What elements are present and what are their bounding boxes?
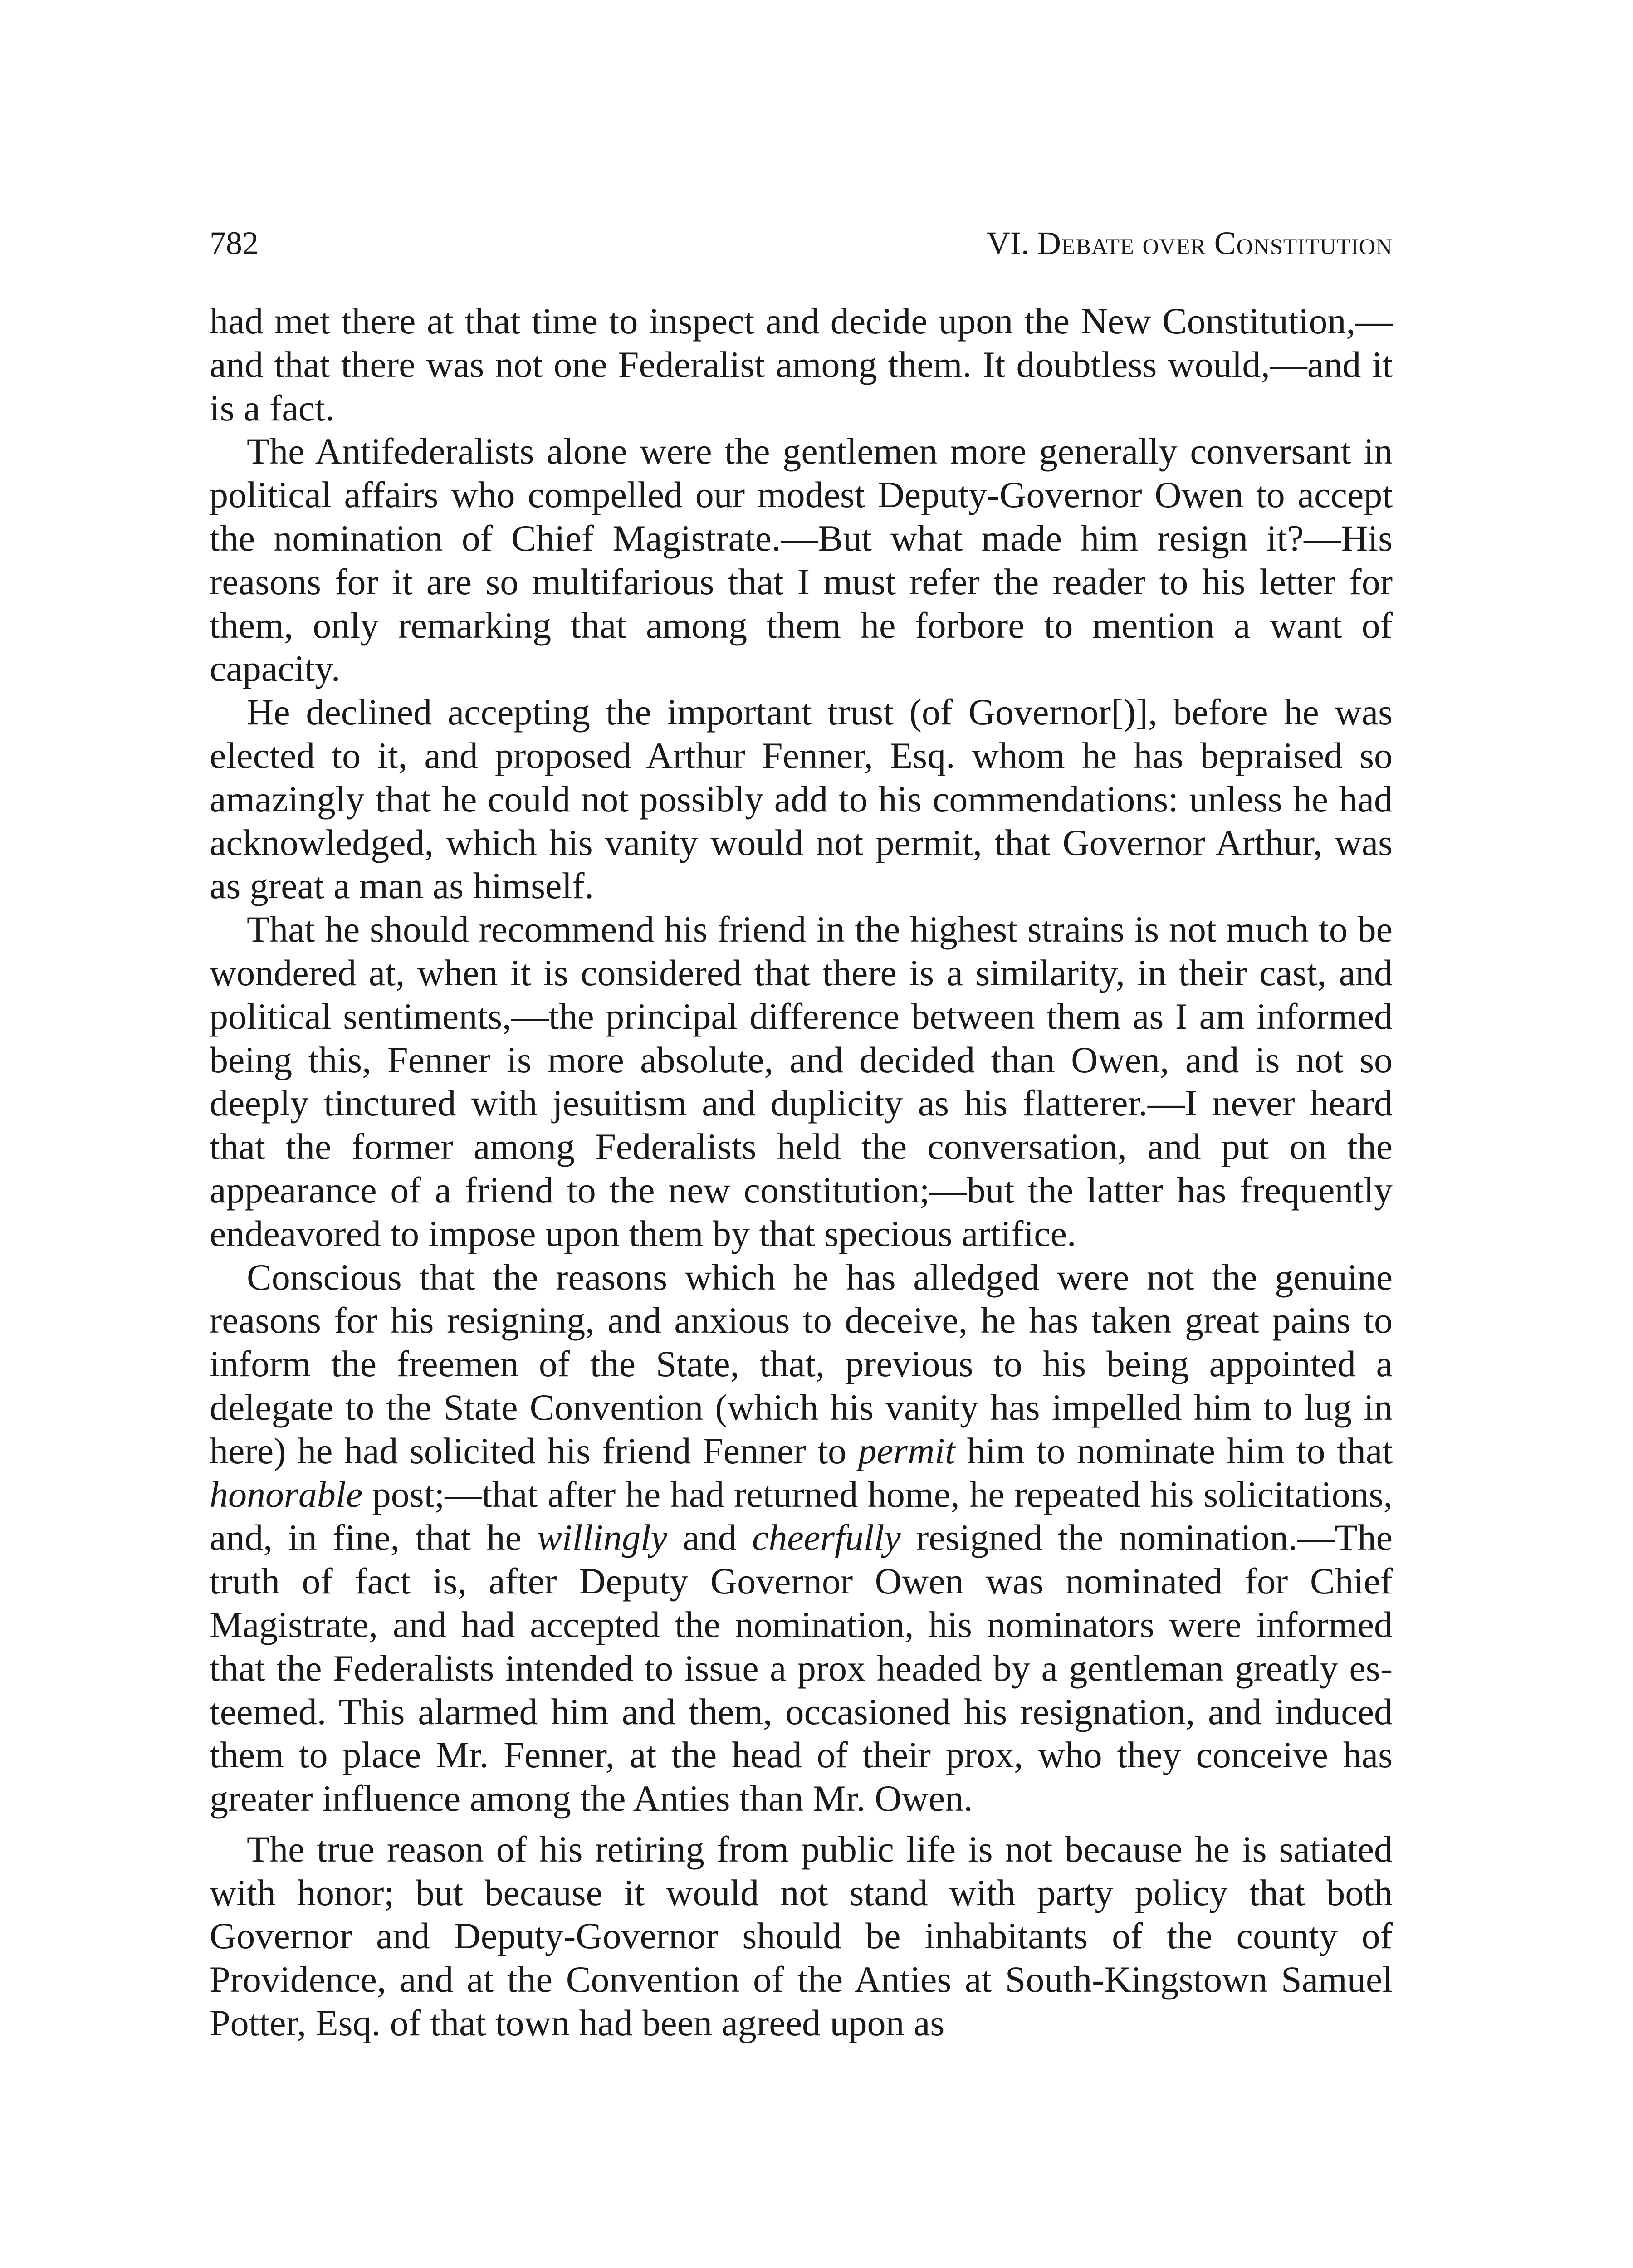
paragraph <box>210 690 1393 908</box>
paragraph-text: The true reason of his retiring from public life is not because he is satiated with honor; but because it would not stand with party policy that both Governor and Deputy-Governor should be inhabitants of the county of Providence, and at the Convention of the Anties at South-Kingstown Samuel Potter, Esq. of that town had been agreed upon as <box>210 1828 1393 2044</box>
italic-word: willingly <box>537 1517 668 1559</box>
page-number: 782 <box>210 225 259 261</box>
paragraph-text: That he should recommend his friend in the highest strains is not much to be wondered at, when it is considered that there is a similarity, in their cast, and political sentiments,—the principal difference between them as I am informed being this, Fenner is more absolute, and decided than Owen, and is not so deeply tinctured with jesuitism and duplicity as his flatterer.—I never heard that the former among Federalists held the conversation, and put on the appearance of a friend to the new constitution;—but the latter has frequently endeavored to impose upon them by that specious artifice. <box>210 909 1393 1254</box>
running-title-word: Debate <box>1037 225 1134 261</box>
italic-word: permit <box>858 1430 955 1471</box>
running-title-numeral: VI. <box>987 225 1030 261</box>
paragraph <box>210 908 1393 1255</box>
paragraph-text: The Antifederalists alone were the gentlemen more generally conversant in political affairs who compelled our modest Deputy-Governor Owen to accept the nomination of Chief Magistrate.—But what made him resign it?—His reasons for it are so multifarious that I must refer the reader to his letter for them, only remarking that among them he forbore to mention a want of capacity. <box>210 430 1393 689</box>
running-head <box>210 220 1393 266</box>
paragraph-text: post;—that after he had returned home, he repeated his solicitations, and, in fine, that he <box>210 1473 1393 1559</box>
paragraph-text: and <box>667 1517 752 1559</box>
running-title-word: over <box>1142 225 1206 261</box>
italic-word: honorable <box>210 1473 363 1515</box>
paragraph <box>210 430 1393 690</box>
paragraph <box>210 299 1393 430</box>
body-text <box>210 299 1393 2045</box>
running-title <box>987 220 1393 266</box>
paragraph-text: He declined accepting the important trust (of Governor[)], before he was elected to it, and proposed Arthur Fenner, Esq. whom he has bepraised so amazingly that he could not possibly add to his commendations: unless he had acknowledged, which his vanity would not permit, that Governor Arthur, was as great a man as himself. <box>210 691 1393 907</box>
paragraph-text: resigned the nomination.—The truth of fact is, after Deputy Governor Owen was nominated for Chief Magistrate, and had accepted the nomination, his nominators were informed that the Federalists intended to issue a prox headed by a gentleman greatly esteemed. This alarmed him and them, occasioned his resignation, and induced them to place Mr. Fenner, at the head of their prox, who they conceive has greater influence among the Anties than Mr. Owen. <box>210 1517 1393 1819</box>
italic-word: cheerfully <box>752 1517 901 1559</box>
paragraph-text: had met there at that time to inspect and decide upon the New Constitution,—and that there was not one Federalist among them. It doubtless would,—and it is a fact. <box>210 300 1393 429</box>
paragraph <box>210 1256 1393 1820</box>
running-title-word: Constitution <box>1214 225 1393 261</box>
paragraph-text: Conscious that the reasons which he has alledged were not the genuine reasons for his resigning, and anxious to deceive, he has taken great pains to inform the freemen of the State, that, previous to his being appointed a delegate to the State Convention (which his vanity has impelled him to lug in here) he had solicited his friend Fenner to <box>210 1256 1393 1471</box>
paragraph <box>210 1828 1393 2045</box>
paragraph-text: him to nominate him to that <box>955 1430 1393 1471</box>
